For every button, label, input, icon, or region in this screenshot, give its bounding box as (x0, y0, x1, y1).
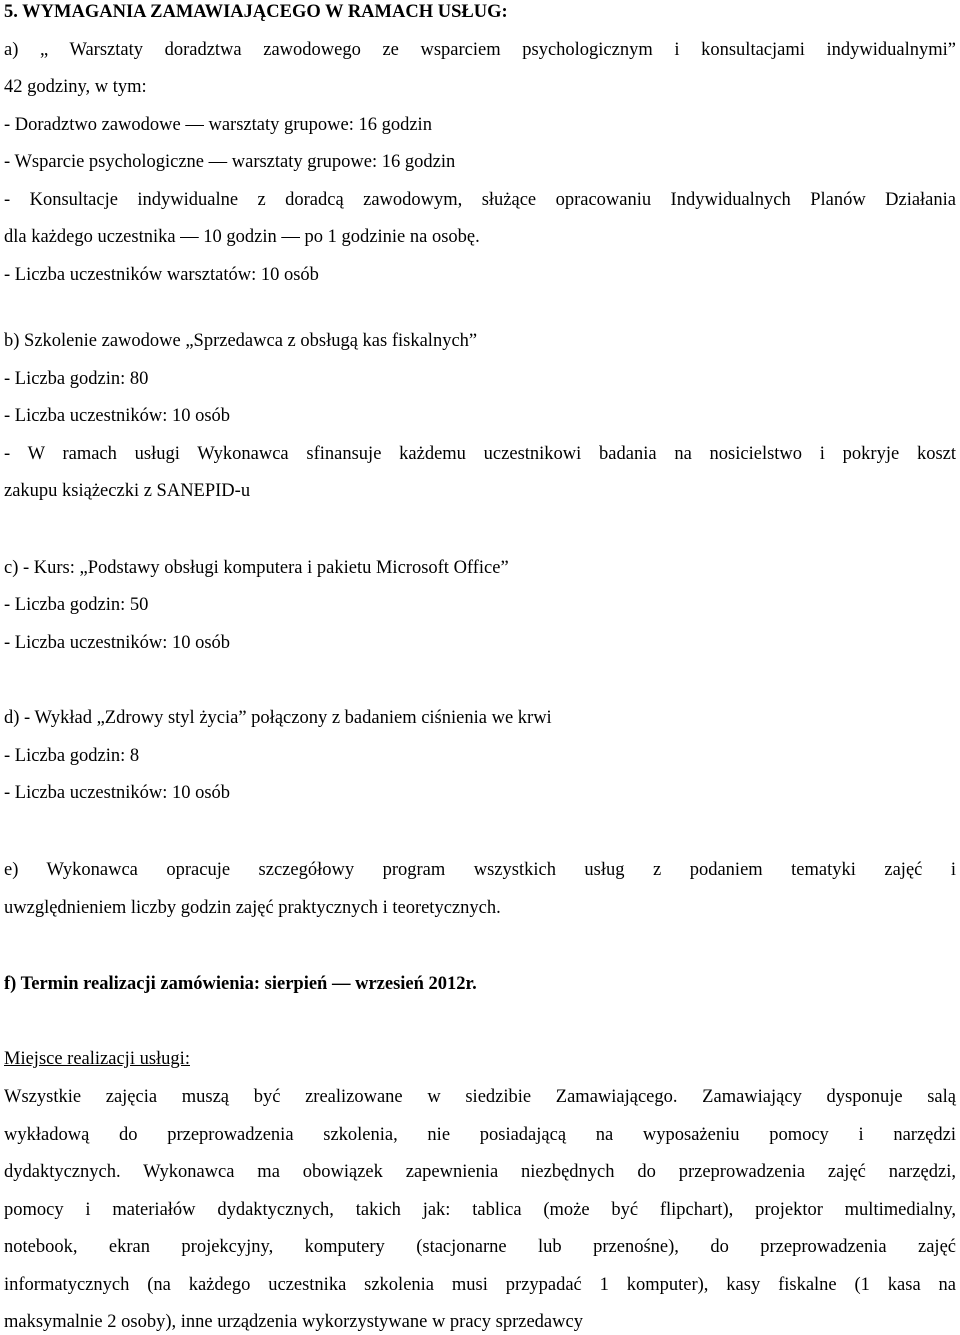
list-item: dla każdego uczestnika — 10 godzin — po 1 godzinie na osobę. (4, 227, 480, 247)
location-heading: Miejsce realizacji usługi: (4, 1049, 190, 1069)
list-item: - Liczba uczestników warsztatów: 10 osób (4, 265, 319, 285)
section-b-note-cont: zakupu książeczki z SANEPID-u (4, 481, 251, 501)
section-f-deadline: f) Termin realizacji zamówienia: sierpień — wrzesień 2012r. (4, 974, 477, 994)
list-item: - Wsparcie psychologiczne — warsztaty grupowe: 16 godzin (4, 152, 456, 172)
location-paragraph-line: informatycznych (na każdego uczestnika szkolenia musi przypadać 1 komputer), kasy fiskalne (1 kasa na (4, 1275, 956, 1295)
section-heading: 5. WYMAGANIA ZAMAWIAJĄCEGO W RAMACH USŁUG: (4, 2, 508, 22)
section-b-participants: - Liczba uczestników: 10 osób (4, 406, 231, 426)
section-d-hours: - Liczba godzin: 8 (4, 746, 140, 766)
location-paragraph-line: notebook, ekran projekcyjny, komputery (stacjonarne lub przenośne), do przeprowadzenia zajęć (4, 1237, 956, 1257)
section-e-text-cont: uwzględnieniem liczby godzin zajęć praktycznych i teoretycznych. (4, 898, 501, 918)
location-paragraph-line: dydaktycznych. Wykonawca ma obowiązek zapewnienia niezbędnych do przeprowadzenia zajęć narzędzi, (4, 1162, 956, 1182)
section-d-title: d) - Wykład „Zdrowy styl życia” połączony z badaniem ciśnienia we krwi (4, 708, 552, 728)
section-b-note: - W ramach usługi Wykonawca sfinansuje każdemu uczestnikowi badania na nosicielstwo i pokryje koszt (4, 444, 956, 464)
location-paragraph-line: wykładową do przeprowadzenia szkolenia, nie posiadającą na wyposażeniu pomocy i narzędzi (4, 1125, 956, 1145)
list-item: - Doradztwo zawodowe — warsztaty grupowe: 16 godzin (4, 115, 432, 135)
location-paragraph-line: pomocy i materiałów dydaktycznych, takich jak: tablica (może być flipchart), projektor multimedialny, (4, 1200, 956, 1220)
list-item: - Konsultacje indywidualne z doradcą zawodowym, służące opracowaniu Indywidualnych Planów Działania (4, 190, 956, 210)
section-b-hours: - Liczba godzin: 80 (4, 369, 149, 389)
section-d-participants: - Liczba uczestników: 10 osób (4, 783, 231, 803)
section-a-title: a) „ Warsztaty doradztwa zawodowego ze wsparciem psychologicznym i konsultacjami indywidualnymi” (4, 40, 956, 60)
section-c-title: c) - Kurs: „Podstawy obsługi komputera i pakietu Microsoft Office” (4, 558, 509, 578)
section-a-hours: 42 godziny, w tym: (4, 77, 147, 97)
section-c-participants: - Liczba uczestników: 10 osób (4, 633, 231, 653)
section-c-hours: - Liczba godzin: 50 (4, 595, 149, 615)
section-e-text: e) Wykonawca opracuje szczegółowy program wszystkich usług z podaniem tematyki zajęć i (4, 860, 956, 880)
section-b-title: b) Szkolenie zawodowe „Sprzedawca z obsługą kas fiskalnych” (4, 331, 478, 351)
location-paragraph-line: maksymalnie 2 osoby), inne urządzenia wykorzystywane w pracy sprzedawcy (4, 1312, 583, 1332)
location-paragraph-line: Wszystkie zajęcia muszą być zrealizowane w siedzibie Zamawiającego. Zamawiający dysponuje salą (4, 1087, 956, 1107)
